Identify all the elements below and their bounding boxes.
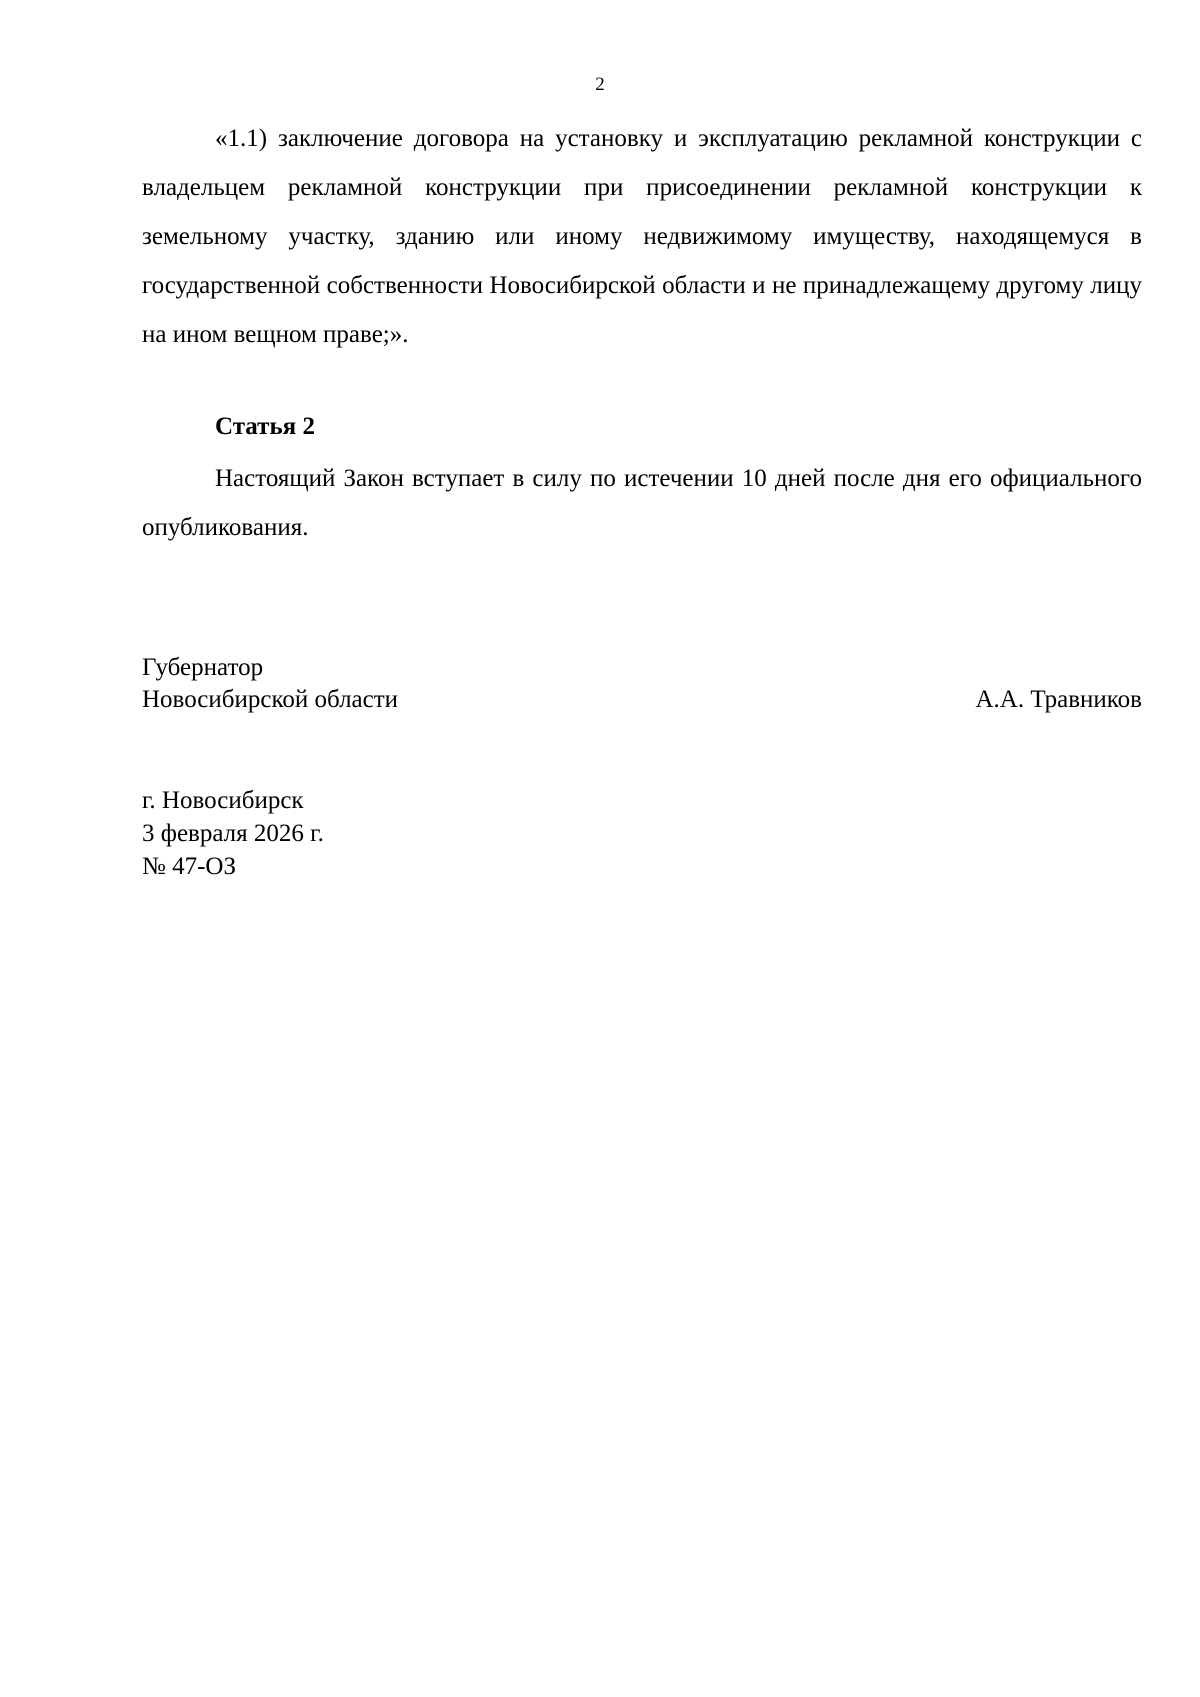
page-number: 2: [595, 74, 605, 95]
signer-name: А.А. Травников: [975, 686, 1142, 713]
signer-title-line-2: Новосибирской области: [142, 686, 399, 713]
footer-block: [142, 784, 324, 883]
article-text: Настоящий Закон вступает в силу по истечении 10 дней после дня его официального опубликования.: [142, 465, 1142, 541]
paragraph-amendment: «1.1) заключение договора на установку и эксплуатацию рекламной конструкции с владельцем рекламной конструкции при присоединении рекламной конструкции к земельному участку, зданию или иному недвижимому имуществу, находящемуся в государственной собственности Новосибирской области и не принадлежащему другому лицу на ином вещном праве;».: [142, 125, 1142, 348]
article-heading: Статья 2: [215, 413, 315, 440]
footer-law-number: № 47-ОЗ: [142, 853, 237, 880]
signer-title-line-1: Губернатор: [142, 654, 264, 681]
signature-block: [142, 652, 1142, 716]
footer-city: г. Новосибирск: [142, 787, 304, 814]
footer-date: 3 февраля 2026 г.: [142, 820, 324, 847]
